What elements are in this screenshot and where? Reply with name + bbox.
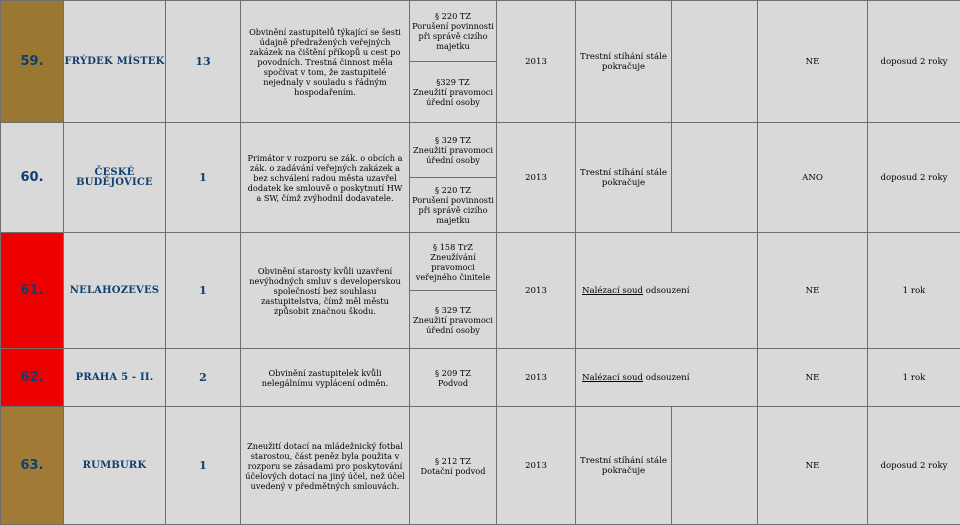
city-name: PRAHA 5 - II. bbox=[64, 349, 166, 407]
charge-text: Dotační podvod bbox=[421, 466, 486, 476]
city-name: RUMBURK bbox=[64, 407, 166, 525]
charges-cell bbox=[410, 123, 497, 233]
accused-count: 2 bbox=[166, 349, 241, 407]
verdict-text: odsouzení bbox=[643, 286, 689, 296]
case-state: Trestní stíhání stále pokračuje bbox=[576, 1, 672, 123]
year-cell: 2013 bbox=[497, 1, 576, 123]
charge-text: Zneužití pravomoci úřední osoby bbox=[410, 315, 496, 335]
charge-item bbox=[410, 349, 496, 406]
charge-code: § 329 TZ bbox=[435, 135, 471, 145]
term-cell: doposud 2 roky bbox=[868, 1, 960, 123]
case-number: 59. bbox=[1, 1, 64, 123]
flag-value: NE bbox=[758, 407, 868, 525]
flag-cell bbox=[672, 1, 758, 123]
accused-count: 1 bbox=[166, 233, 241, 349]
case-number: 61. bbox=[1, 233, 64, 349]
charge-text: Podvod bbox=[438, 378, 468, 388]
accused-count: 13 bbox=[166, 1, 241, 123]
table-row bbox=[1, 123, 960, 233]
flag-value: NE bbox=[758, 233, 868, 349]
city-name: NELAHOZEVES bbox=[64, 233, 166, 349]
year-cell: 2013 bbox=[497, 123, 576, 233]
charge-text: Zneužití pravomoci úřední osoby bbox=[410, 87, 496, 107]
charge-text: Zneužívání pravomoci veřejného činitele bbox=[410, 252, 496, 282]
case-state bbox=[576, 349, 758, 407]
term-cell: doposud 2 roky bbox=[868, 407, 960, 525]
year-cell: 2013 bbox=[497, 233, 576, 349]
case-description: Obvinění zastupitelek kvůli nelegálnímu vyplácení odměn. bbox=[241, 349, 410, 407]
charge-code: § 212 TZ bbox=[435, 456, 471, 466]
charge-item bbox=[410, 1, 496, 61]
charge-code: §329 TZ bbox=[436, 77, 469, 87]
charges-cell bbox=[410, 407, 497, 525]
term-cell: doposud 2 roky bbox=[868, 123, 960, 233]
case-description: Obvinění starosty kvůli uzavření nevýhodných smluv s developerskou společností bez souhlasu zastupitelstva, čímž měl městu způsobit značnou škodu. bbox=[241, 233, 410, 349]
charge-text: Porušení povinnosti při správě cizího majetku bbox=[410, 21, 496, 51]
charge-item bbox=[410, 290, 496, 348]
charge-code: § 329 TZ bbox=[435, 305, 471, 315]
case-state: Trestní stíhání stále pokračuje bbox=[576, 407, 672, 525]
flag-value: ANO bbox=[758, 123, 868, 233]
charges-cell bbox=[410, 349, 497, 407]
term-cell: 1 rok bbox=[868, 233, 960, 349]
charge-code: § 209 TZ bbox=[435, 368, 471, 378]
charge-text: Zneužití pravomoci úřední osoby bbox=[410, 145, 496, 165]
charge-item bbox=[410, 61, 496, 122]
case-number: 63. bbox=[1, 407, 64, 525]
year-cell: 2013 bbox=[497, 407, 576, 525]
term-cell: 1 rok bbox=[868, 349, 960, 407]
charge-code: § 220 TZ bbox=[435, 11, 471, 21]
charge-item bbox=[410, 407, 496, 524]
case-number: 60. bbox=[1, 123, 64, 233]
charge-text: Porušení povinnosti při správě cizího majetku bbox=[410, 195, 496, 225]
accused-count: 1 bbox=[166, 407, 241, 525]
verdict-text: odsouzení bbox=[643, 373, 689, 383]
charge-item bbox=[410, 177, 496, 232]
case-state bbox=[576, 233, 758, 349]
flag-value: NE bbox=[758, 1, 868, 123]
charge-item bbox=[410, 123, 496, 177]
case-state: Trestní stíhání stále pokračuje bbox=[576, 123, 672, 233]
table-row bbox=[1, 349, 960, 407]
charge-item bbox=[410, 233, 496, 290]
case-description: Obvinění zastupitelů týkající se šesti údajně předražených veřejných zakázek na čištění příkopů u cest po povodních. Trestná činnost měla spočívat v tom, že zastupitelé nejednaly v souladu s řádným hospodařením. bbox=[241, 1, 410, 123]
court-link[interactable]: Nalézací soud bbox=[582, 373, 643, 383]
charge-code: § 158 TrZ bbox=[433, 242, 473, 252]
case-description: Zneužití dotací na mládežnický fotbal starostou, část peněz byla použita v rozporu se zásadami pro poskytování účelových dotací na jiný účel, než účel uvedený v předmětných smlouvách. bbox=[241, 407, 410, 525]
city-name: ČESKÉ BUDĚJOVICE bbox=[64, 123, 166, 233]
case-description: Primátor v rozporu se zák. o obcích a zák. o zadávání veřejných zakázek a bez schválení radou města uzavřel dodatek ke smlouvě o poskytnutí HW a SW, čímž zvýhodnil dodavatele. bbox=[241, 123, 410, 233]
court-link[interactable]: Nalézací soud bbox=[582, 286, 643, 296]
flag-value: NE bbox=[758, 349, 868, 407]
case-number: 62. bbox=[1, 349, 64, 407]
accused-count: 1 bbox=[166, 123, 241, 233]
charges-cell bbox=[410, 1, 497, 123]
table-row bbox=[1, 233, 960, 349]
flag-cell bbox=[672, 407, 758, 525]
charge-code: § 220 TZ bbox=[435, 185, 471, 195]
city-name: FRÝDEK MÍSTEK bbox=[64, 1, 166, 123]
table-row bbox=[1, 407, 960, 525]
flag-cell bbox=[672, 123, 758, 233]
table-row bbox=[1, 1, 960, 123]
charges-cell bbox=[410, 233, 497, 349]
year-cell: 2013 bbox=[497, 349, 576, 407]
